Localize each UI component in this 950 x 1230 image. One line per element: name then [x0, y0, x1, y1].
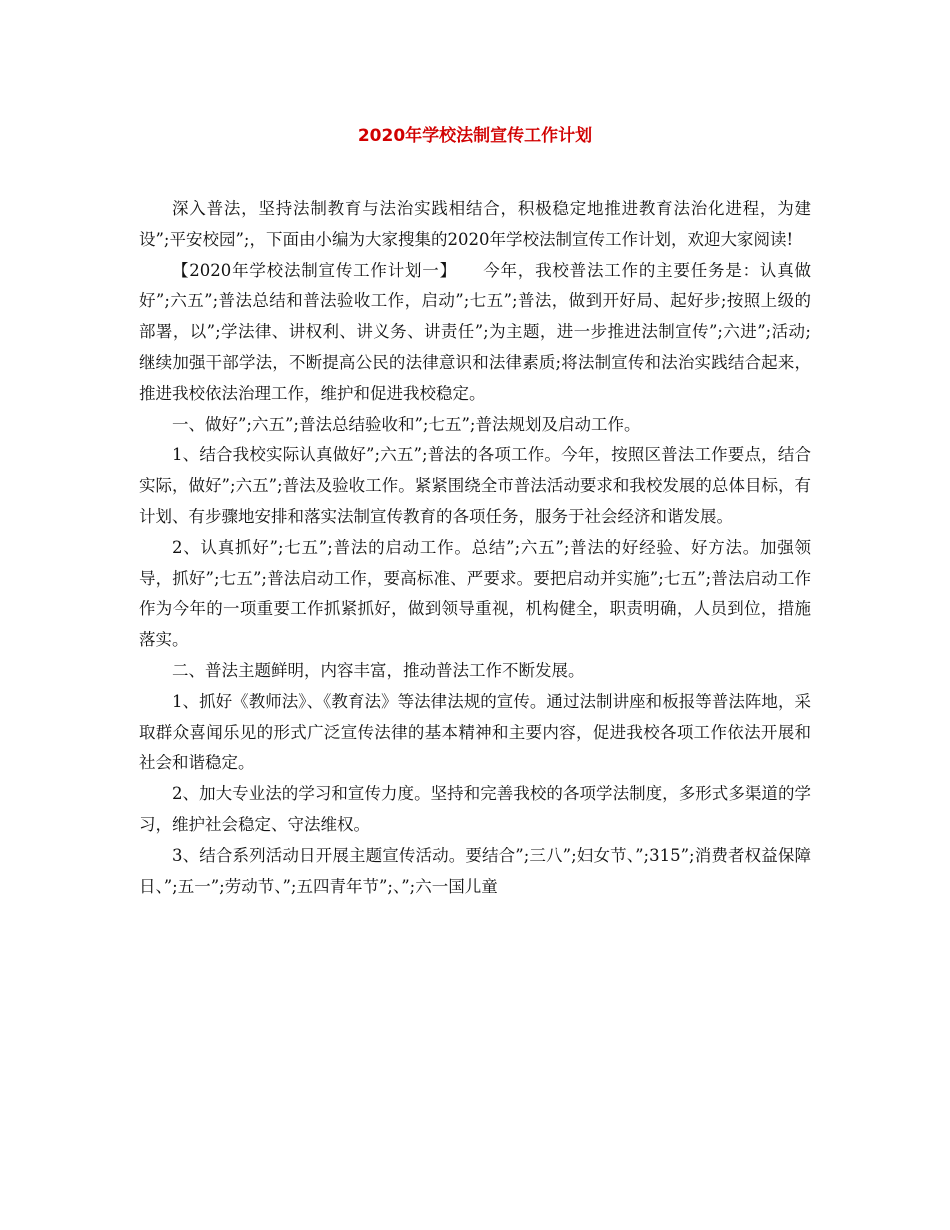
section-heading-one: 一、做好”;六五”;普法总结验收和”;七五”;普法规划及启动工作。 [172, 414, 641, 434]
paragraph-item-1-1: 1、结合我校实际认真做好”;六五”;普法的各项工作。今年，按照区普法工作要点，结合实际，做好”;六五”;普法及验收工作。紧紧围绕全市普法活动要求和我校发展的总体目标，有计划、有步骤地安排和落实法制宣传教育的各项任务，服务于社会经济和谐发展。 [139, 445, 811, 526]
paragraph-item-2-3: 3、结合系列活动日开展主题宣传活动。要结合”;三八”;妇女节、”;315”;消费者权益保障日、”;五一”;劳动节、”;五四青年节”;、”;六一国儿童 [139, 845, 811, 896]
paragraph-item-1-2: 2、认真抓好”;七五”;普法的启动工作。总结”;六五”;普法的好经验、好方法。加强领导，抓好”;七五”;普法启动工作，要高标准、严要求。要把启动并实施”;七五”;普法启动工作作为今年的一项重要工作抓紧抓好，做到领导重视，机构健全，职责明确，人员到位，措施落实。 [139, 537, 811, 650]
paragraph-plan-one: 【2020年学校法制宣传工作计划一】 今年，我校普法工作的主要任务是：认真做好”;六五”;普法总结和普法验收工作，启动”;七五”;普法，做到开好局、起好步;按照上级的部署，以”;学法律、讲权利、讲义务、讲责任”;为主题，进一步推进法制宣传”;六进”;活动;继续加强干部学法，不断提高公民的法律意识和法律素质;将法制宣传和法治实践结合起来，推进我校依法治理工作，维护和促进我校稳定。 [139, 260, 811, 403]
paragraph-item-2-2: 2、加大专业法的学习和宣传力度。坚持和完善我校的各项学法制度，多形式多渠道的学习，维护社会稳定、守法维权。 [139, 784, 811, 834]
section-heading-two: 二、普法主题鲜明，内容丰富，推动普法工作不断发展。 [172, 660, 585, 680]
document-body [139, 194, 811, 902]
paragraph-item-2-1: 1、抓好《教师法》、《教育法》等法律法规的宣传。通过法制讲座和板报等普法阵地，采取群众喜闻乐见的形式广泛宣传法律的基本精神和主要内容，促进我校各项工作依法开展和社会和谐稳定。 [139, 691, 811, 773]
document-title: 2020年学校法制宣传工作计划 [357, 126, 593, 146]
paragraph-intro: 深入普法，坚持法制教育与法治实践相结合，积极稳定地推进教育法治化进程，为建设”;平安校园”;，下面由小编为大家搜集的2020年学校法制宣传工作计划，欢迎大家阅读! [139, 199, 811, 249]
